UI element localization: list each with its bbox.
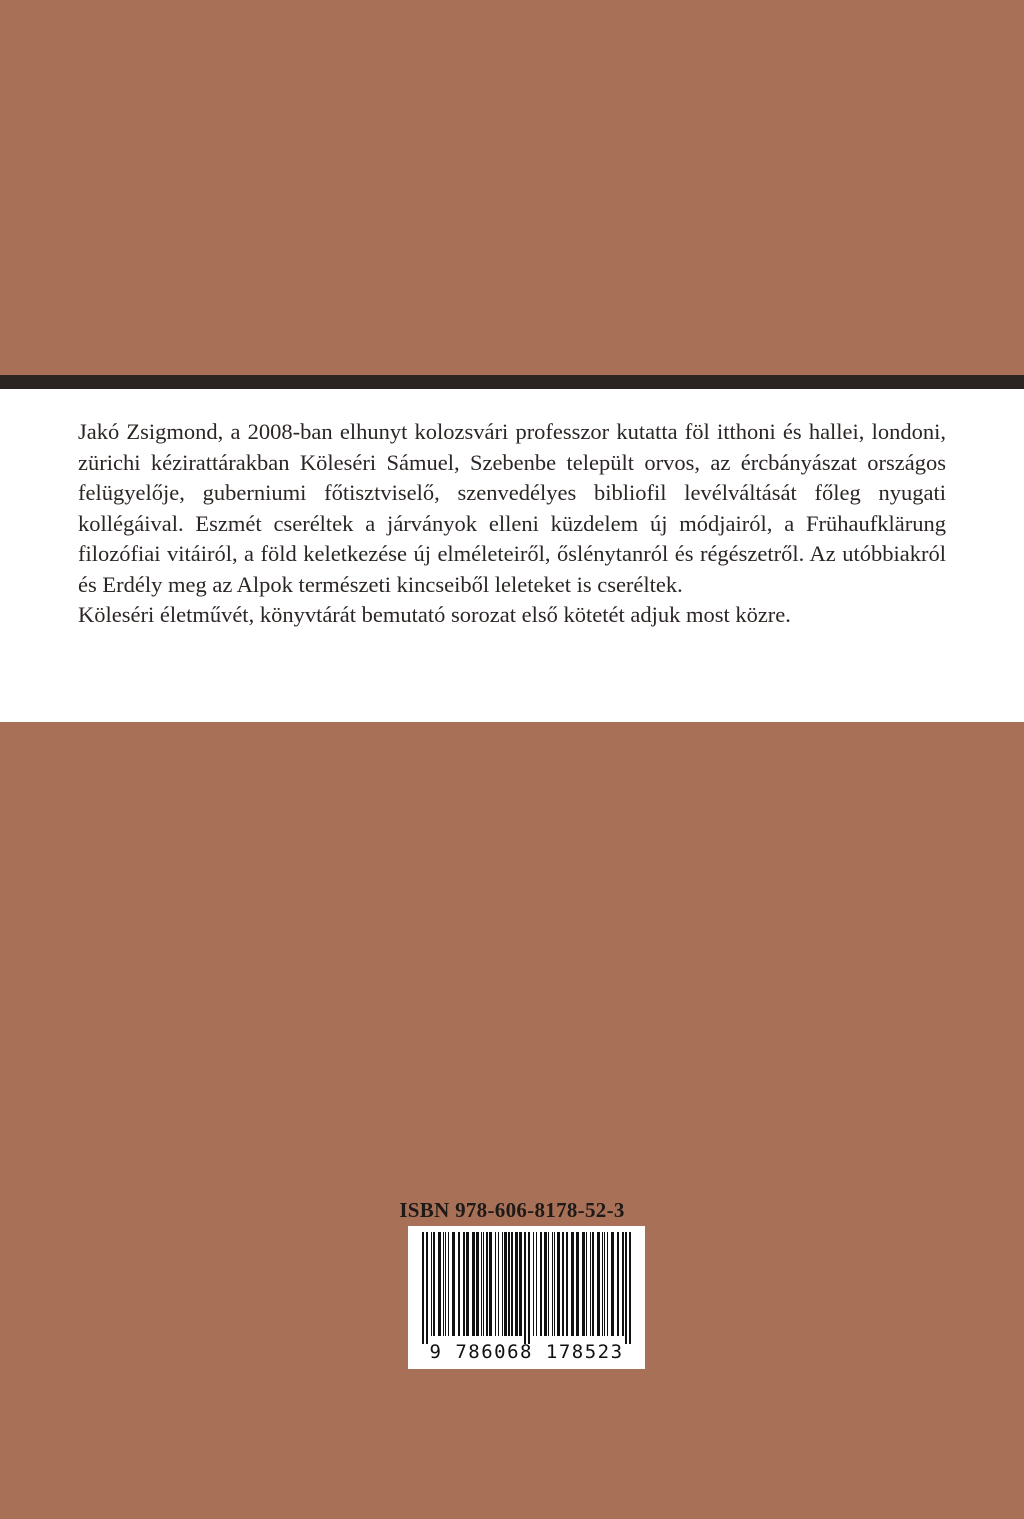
barcode-bar — [438, 1232, 441, 1336]
barcode-bar — [508, 1232, 510, 1336]
barcode-digits: 9 786068 178523 — [429, 1341, 624, 1363]
barcode-bar — [607, 1232, 608, 1336]
barcode-bar — [489, 1232, 492, 1336]
barcode-bar — [602, 1232, 603, 1336]
barcode-bar — [483, 1232, 484, 1336]
barcode-bar — [511, 1232, 513, 1336]
barcode-bar — [557, 1232, 560, 1336]
barcode-bar — [533, 1232, 534, 1336]
divider-rule — [0, 375, 1024, 389]
barcode-bar — [592, 1232, 594, 1336]
barcode — [408, 1226, 645, 1369]
barcode-bar — [548, 1232, 549, 1336]
barcode-bar — [481, 1232, 482, 1336]
barcode-bar — [611, 1232, 614, 1336]
barcode-bar — [443, 1232, 444, 1336]
barcode-bar — [544, 1232, 547, 1336]
barcode-bar — [554, 1232, 555, 1336]
barcode-bar — [552, 1232, 553, 1336]
barcode-bar — [504, 1232, 507, 1336]
barcode-bar — [486, 1232, 488, 1336]
barcode-guard-bar — [625, 1232, 627, 1344]
barcode-bar — [498, 1232, 499, 1336]
barcode-bar — [566, 1232, 568, 1336]
blurb-paragraph-2: Köleséri életművét, könyvtárát bemutató sorozat első kötetét adjuk most közre. — [78, 602, 791, 627]
barcode-bar — [562, 1232, 564, 1336]
barcode-bar — [466, 1232, 469, 1336]
cover-bottom-band — [0, 722, 1024, 1519]
barcode-bar — [463, 1232, 465, 1336]
isbn-label: ISBN 978-606-8178-52-3 — [399, 1198, 625, 1222]
barcode-bar — [431, 1232, 432, 1336]
barcode-bar — [495, 1232, 496, 1336]
barcode-bar — [597, 1232, 600, 1336]
barcode-bar — [502, 1232, 503, 1336]
blurb-panel — [0, 389, 1024, 722]
barcode-guard-bar — [629, 1232, 631, 1344]
barcode-bar — [536, 1232, 537, 1336]
blurb-text — [78, 417, 946, 631]
barcode-bar — [472, 1232, 475, 1336]
barcode-bar — [452, 1232, 455, 1336]
barcode-bar — [617, 1232, 619, 1336]
barcode-bar — [604, 1232, 605, 1336]
barcode-bar — [445, 1232, 446, 1336]
barcode-bar — [476, 1232, 479, 1336]
barcode-bar — [433, 1232, 435, 1336]
barcode-bar — [448, 1232, 449, 1336]
blurb-paragraph-1: Jakó Zsigmond, a 2008-ban elhunyt kolozsvári professzor kutatta föl itthoni és hallei, londoni, zürichi kézirattárakban Köleséri Sámuel, Szebenbe települt orvos, az ércbányászat országos felügyelője, guberniumi főtisztviselő, szenvedélyes bibliofil levélváltását főleg nyugati kollégáival. Eszmét cseréltek a járványok elleni küzdelem új módjairól, a Frühaufklärung filozófiai vitáiról, a föld keletkezése új elméleteiről, őslénytanról és régészetről. Az utóbbiakról és Erdély meg az Alpok természeti kincseiből leleteket is cseréltek. — [78, 419, 946, 597]
barcode-bar — [576, 1232, 579, 1336]
cover-top-band — [0, 0, 1024, 375]
barcode-bar — [582, 1232, 585, 1336]
barcode-bar — [515, 1232, 518, 1336]
barcode-bar — [458, 1232, 460, 1336]
barcode-bar — [519, 1232, 522, 1336]
barcode-guard-bar — [524, 1232, 526, 1344]
barcode-guard-bar — [422, 1232, 424, 1344]
barcode-bar — [540, 1232, 542, 1336]
barcode-bar — [586, 1232, 587, 1336]
barcode-bar — [571, 1232, 574, 1336]
barcode-guard-bar — [528, 1232, 530, 1344]
barcode-bar — [590, 1232, 591, 1336]
barcode-bar — [622, 1232, 624, 1336]
barcode-guard-bar — [426, 1232, 428, 1344]
